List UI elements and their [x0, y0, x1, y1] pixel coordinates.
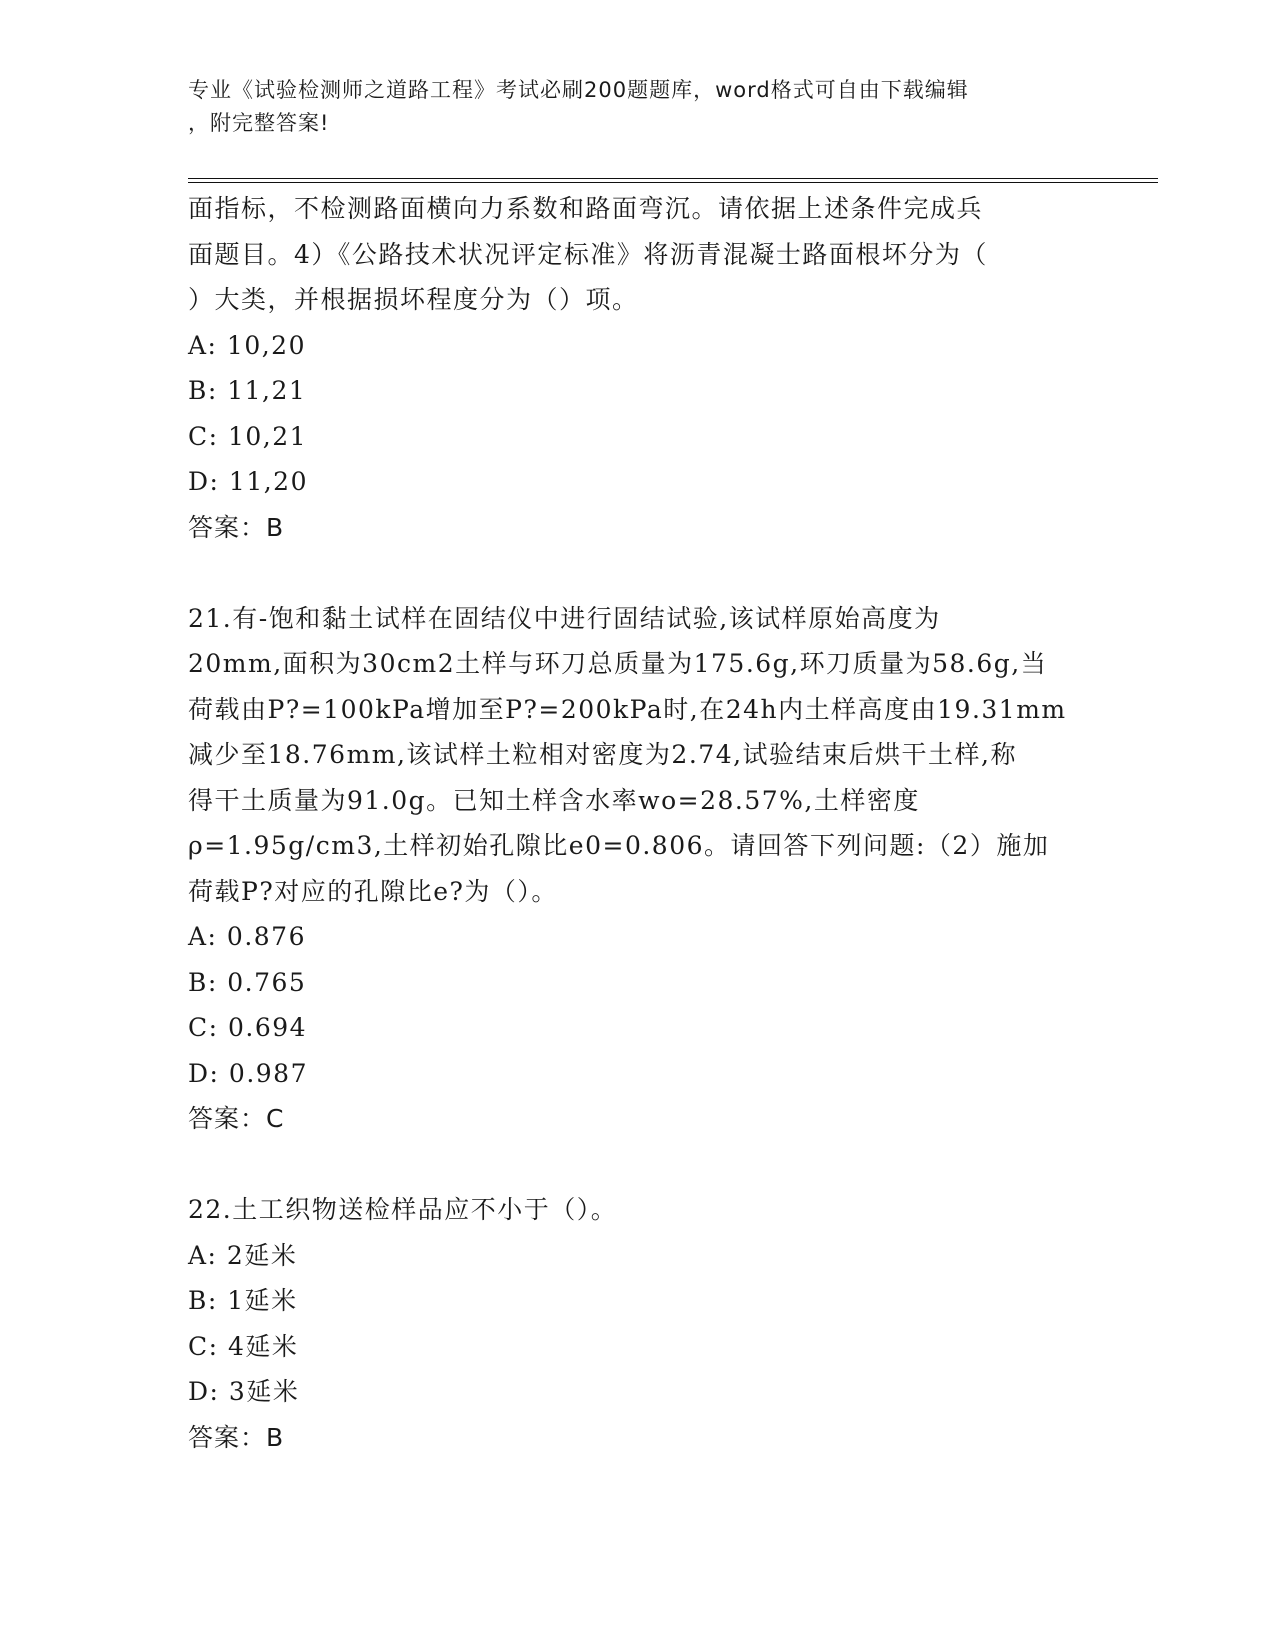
- question-spacer: [188, 550, 1088, 596]
- header-divider-top: [188, 178, 1158, 179]
- answer-line: 答案：B: [188, 1422, 285, 1452]
- question-block: [188, 596, 1088, 1142]
- answer-line: 答案：C: [188, 1104, 285, 1133]
- question-spacer: [188, 1142, 1088, 1188]
- question-text: 21.有-饱和黏土试样在固结仪中进行固结试验,该试样原始高度为 20mm,面积为30cm2土样与环刀总质量为175.6g,环刀质量为58.6g,当 荷载由P?=100kPa增加至P?=200kPa时,在24h内土样高度由19.31mm 减少至18.76mm,该试样土粒相对密度为2.74,试验结束后烘干土样,称 得干土质量为91.0g。已知土样含水率wo=28.57%,土样密度 ρ=1.95g/cm3,土样初始孔隙比e0=0.806。请回答下列问题:（2）施加 荷载P?对应的孔隙比e?为（）。: [188, 603, 1067, 906]
- option-d: D: 3延米: [188, 1377, 300, 1406]
- option-b: B: 0.765: [188, 967, 307, 997]
- header-divider-bottom: [188, 182, 1158, 183]
- option-c: C: 10,21: [188, 421, 308, 451]
- option-d: D: 11,20: [188, 467, 308, 496]
- option-a: A: 0.876: [188, 922, 306, 951]
- option-b: B: 1延米: [188, 1286, 298, 1315]
- question-block: [188, 186, 1088, 550]
- question-block: [188, 1187, 1088, 1460]
- document-header: [188, 74, 1088, 140]
- option-a: A: 10,20: [188, 330, 306, 360]
- option-c: C: 0.694: [188, 1013, 308, 1042]
- question-text: 面指标，不检测路面横向力系数和路面弯沉。请依据上述条件完成兵 面题目。4）《公路技术状况评定标准》将沥青混凝士路面根坏分为（ ）大类，并根据损坏程度分为（）项。: [188, 194, 988, 314]
- header-title-line-1: 专业《试验检测师之道路工程》考试必刷200题题库，word格式可自由下载编辑: [188, 78, 969, 102]
- option-c: C: 4延米: [188, 1331, 299, 1361]
- option-a: A: 2延米: [188, 1240, 298, 1270]
- document-body: [188, 186, 1088, 1460]
- option-b: B: 11,21: [188, 376, 307, 405]
- option-d: D: 0.987: [188, 1058, 308, 1088]
- question-text: 22.土工织物送检样品应不小于（）。: [188, 1195, 618, 1224]
- answer-line: 答案：B: [188, 512, 285, 542]
- header-title-line-2: ，附完整答案!: [188, 111, 330, 135]
